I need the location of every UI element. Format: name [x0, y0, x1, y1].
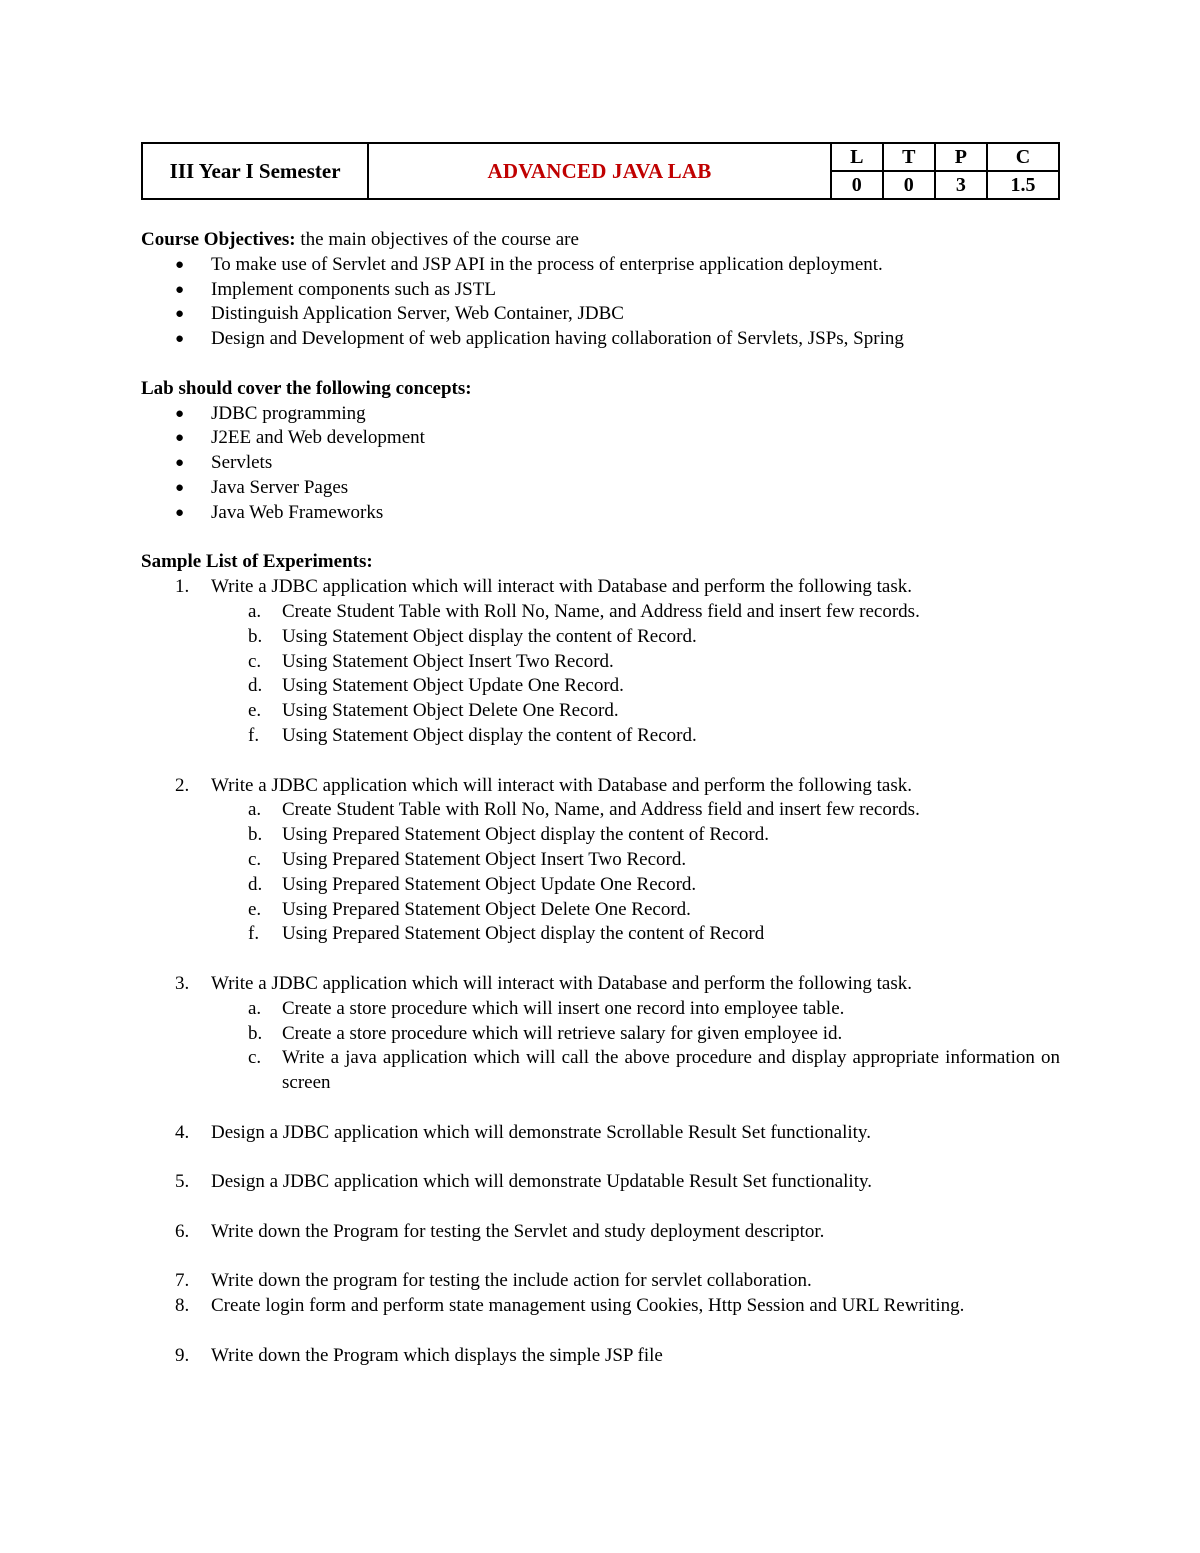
experiment-subitem [141, 650, 1060, 675]
experiment-number: 5. [175, 1171, 190, 1193]
bullet-icon: ● [175, 430, 185, 447]
experiment-item [141, 972, 1060, 997]
document-page [141, 142, 1060, 1369]
objectives-heading: Course Objectives: [141, 229, 296, 250]
experiment-number: 9. [175, 1344, 190, 1366]
experiment-subitem [141, 848, 1060, 873]
experiment-subitem-text: Using Statement Object Update One Record. [282, 675, 624, 697]
concept-item-text: J2EE and Web development [211, 427, 425, 449]
concepts-heading: Lab should cover the following concepts: [141, 377, 472, 399]
experiment-subitem-letter: d. [248, 675, 263, 697]
concepts-list [141, 402, 1060, 526]
experiment-subitem [141, 798, 1060, 823]
experiment-subitem [141, 997, 1060, 1022]
experiment-text: Design a JDBC application which will demonstrate Updatable Result Set functionality. [211, 1171, 873, 1193]
ltpc-label-c: C [987, 143, 1059, 171]
experiment-text: Write a JDBC application which will interact with Database and perform the following task. [211, 576, 912, 598]
experiment-text: Write down the Program which displays the simple JSP file [211, 1344, 663, 1366]
concepts-section [141, 377, 1060, 526]
concept-item-text: Servlets [211, 452, 273, 474]
experiment-subitem-text: Create a store procedure which will retrieve salary for given employee id. [282, 1022, 843, 1044]
blank-line [141, 1096, 1060, 1121]
objective-item-text: Design and Development of web application having collaboration of Servlets, JSPs, Spring [211, 328, 904, 350]
objective-item-text: Distinguish Application Server, Web Container, JDBC [211, 303, 624, 325]
experiment-subitem [141, 922, 1060, 947]
concept-item [141, 501, 1060, 526]
experiment-subitem [141, 625, 1060, 650]
experiment-subitem-letter: e. [248, 700, 262, 722]
experiment-subitem-text: Using Prepared Statement Object Delete One Record. [282, 898, 691, 920]
objective-item [141, 278, 1060, 303]
experiment-number: 1. [175, 576, 190, 598]
experiment-subitem-text: Create Student Table with Roll No, Name, and Address field and insert few records. [282, 799, 920, 821]
objective-item-text: To make use of Servlet and JSP API in the process of enterprise application deployment. [211, 253, 883, 275]
experiment-item [141, 1294, 1060, 1319]
bullet-icon: ● [175, 479, 185, 496]
blank-line [141, 1319, 1060, 1344]
experiment-subitem-text: Using Statement Object Delete One Record. [282, 700, 619, 722]
bullet-icon: ● [175, 256, 185, 273]
bullet-icon: ● [175, 455, 185, 472]
concept-item-text: Java Web Frameworks [211, 501, 384, 523]
experiment-text: Write down the program for testing the include action for servlet collaboration. [211, 1270, 812, 1292]
objectives-intro: the main objectives of the course are [295, 229, 579, 250]
experiment-subitem-text: Using Prepared Statement Object display the content of Record [282, 923, 765, 945]
experiment-text: Create login form and perform state management using Cookies, Http Session and URL Rewriting. [211, 1295, 965, 1317]
bullet-icon: ● [175, 281, 185, 298]
experiment-item [141, 1269, 1060, 1294]
experiment-subitem-text: Using Prepared Statement Object display the content of Record. [282, 824, 770, 846]
experiment-subitem [141, 674, 1060, 699]
experiment-subitem-letter: c. [248, 1047, 262, 1069]
concept-item [141, 451, 1060, 476]
experiment-subitem-letter: c. [248, 848, 262, 870]
experiment-text: Write down the Program for testing the Servlet and study deployment descriptor. [211, 1220, 825, 1242]
experiment-subitem [141, 699, 1060, 724]
concept-item [141, 476, 1060, 501]
course-header-table [141, 142, 1060, 200]
concept-item [141, 426, 1060, 451]
experiment-item [141, 774, 1060, 799]
concept-item-text: Java Server Pages [211, 476, 349, 498]
experiments-list [141, 575, 1060, 1369]
experiment-subitem-letter: f. [248, 923, 260, 945]
experiment-subitem [141, 1046, 1060, 1096]
experiment-subitem-letter: d. [248, 873, 263, 895]
experiment-subitem-letter: a. [248, 600, 262, 622]
experiment-number: 6. [175, 1220, 190, 1242]
experiment-item [141, 1220, 1060, 1245]
experiment-subitem-text: Create Student Table with Roll No, Name, and Address field and insert few records. [282, 600, 920, 622]
blank-line [141, 947, 1060, 972]
experiment-number: 4. [175, 1121, 190, 1143]
experiment-subitem [141, 1022, 1060, 1047]
ltpc-value-c: 1.5 [987, 171, 1059, 199]
experiment-subitem-text: Using Statement Object display the content of Record. [282, 724, 697, 746]
experiment-subitem-text: Using Statement Object Insert Two Record. [282, 650, 614, 672]
objectives-heading-line [141, 228, 1060, 253]
ltpc-label-l: L [831, 143, 883, 171]
experiment-item [141, 1344, 1060, 1369]
experiment-subitem-letter: a. [248, 997, 262, 1019]
experiment-text: Write a JDBC application which will interact with Database and perform the following task. [211, 972, 912, 994]
objective-item [141, 302, 1060, 327]
concept-item-text: JDBC programming [211, 402, 366, 424]
experiment-subitem-letter: e. [248, 898, 262, 920]
experiment-subitem-letter: f. [248, 724, 260, 746]
experiment-item [141, 575, 1060, 600]
experiment-item [141, 1170, 1060, 1195]
experiment-item [141, 1121, 1060, 1146]
experiment-subitem-text: Write a java application which will call the above procedure and display appropriate information on screen [282, 1047, 1060, 1094]
blank-line [141, 1195, 1060, 1220]
experiment-number: 8. [175, 1295, 190, 1317]
blank-line [141, 1245, 1060, 1270]
bullet-icon: ● [175, 504, 185, 521]
experiment-subitem-text: Using Prepared Statement Object Update One Record. [282, 873, 697, 895]
experiment-text: Design a JDBC application which will demonstrate Scrollable Result Set functionality. [211, 1121, 871, 1143]
experiment-subitem-text: Create a store procedure which will insert one record into employee table. [282, 997, 845, 1019]
concept-item [141, 402, 1060, 427]
ltpc-label-t: T [883, 143, 935, 171]
objectives-section [141, 228, 1060, 352]
ltpc-value-t: 0 [883, 171, 935, 199]
course-title-cell: ADVANCED JAVA LAB [368, 143, 831, 199]
experiment-subitem-letter: b. [248, 625, 263, 647]
experiment-subitem [141, 873, 1060, 898]
experiments-section [141, 550, 1060, 1368]
experiment-subitem-letter: b. [248, 1022, 263, 1044]
semester-cell: III Year I Semester [142, 143, 368, 199]
objective-item [141, 253, 1060, 278]
ltpc-label-p: P [935, 143, 987, 171]
ltpc-value-p: 3 [935, 171, 987, 199]
bullet-icon: ● [175, 405, 185, 422]
experiment-number: 3. [175, 972, 190, 994]
blank-line [141, 1145, 1060, 1170]
experiment-subitem [141, 823, 1060, 848]
experiment-subitem [141, 898, 1060, 923]
experiment-subitem-text: Using Statement Object display the content of Record. [282, 625, 697, 647]
blank-line [141, 749, 1060, 774]
bullet-icon: ● [175, 331, 185, 348]
bullet-icon: ● [175, 306, 185, 323]
experiment-text: Write a JDBC application which will interact with Database and perform the following task. [211, 774, 912, 796]
experiment-subitem [141, 724, 1060, 749]
experiment-subitem-letter: c. [248, 650, 262, 672]
experiment-subitem [141, 600, 1060, 625]
experiments-heading: Sample List of Experiments: [141, 551, 373, 573]
experiment-number: 2. [175, 774, 190, 796]
objective-item-text: Implement components such as JSTL [211, 278, 496, 300]
experiment-subitem-letter: b. [248, 824, 263, 846]
ltpc-value-l: 0 [831, 171, 883, 199]
experiment-subitem-text: Using Prepared Statement Object Insert Two Record. [282, 848, 687, 870]
experiment-number: 7. [175, 1270, 190, 1292]
objectives-list [141, 253, 1060, 352]
experiment-subitem-letter: a. [248, 799, 262, 821]
objective-item [141, 327, 1060, 352]
